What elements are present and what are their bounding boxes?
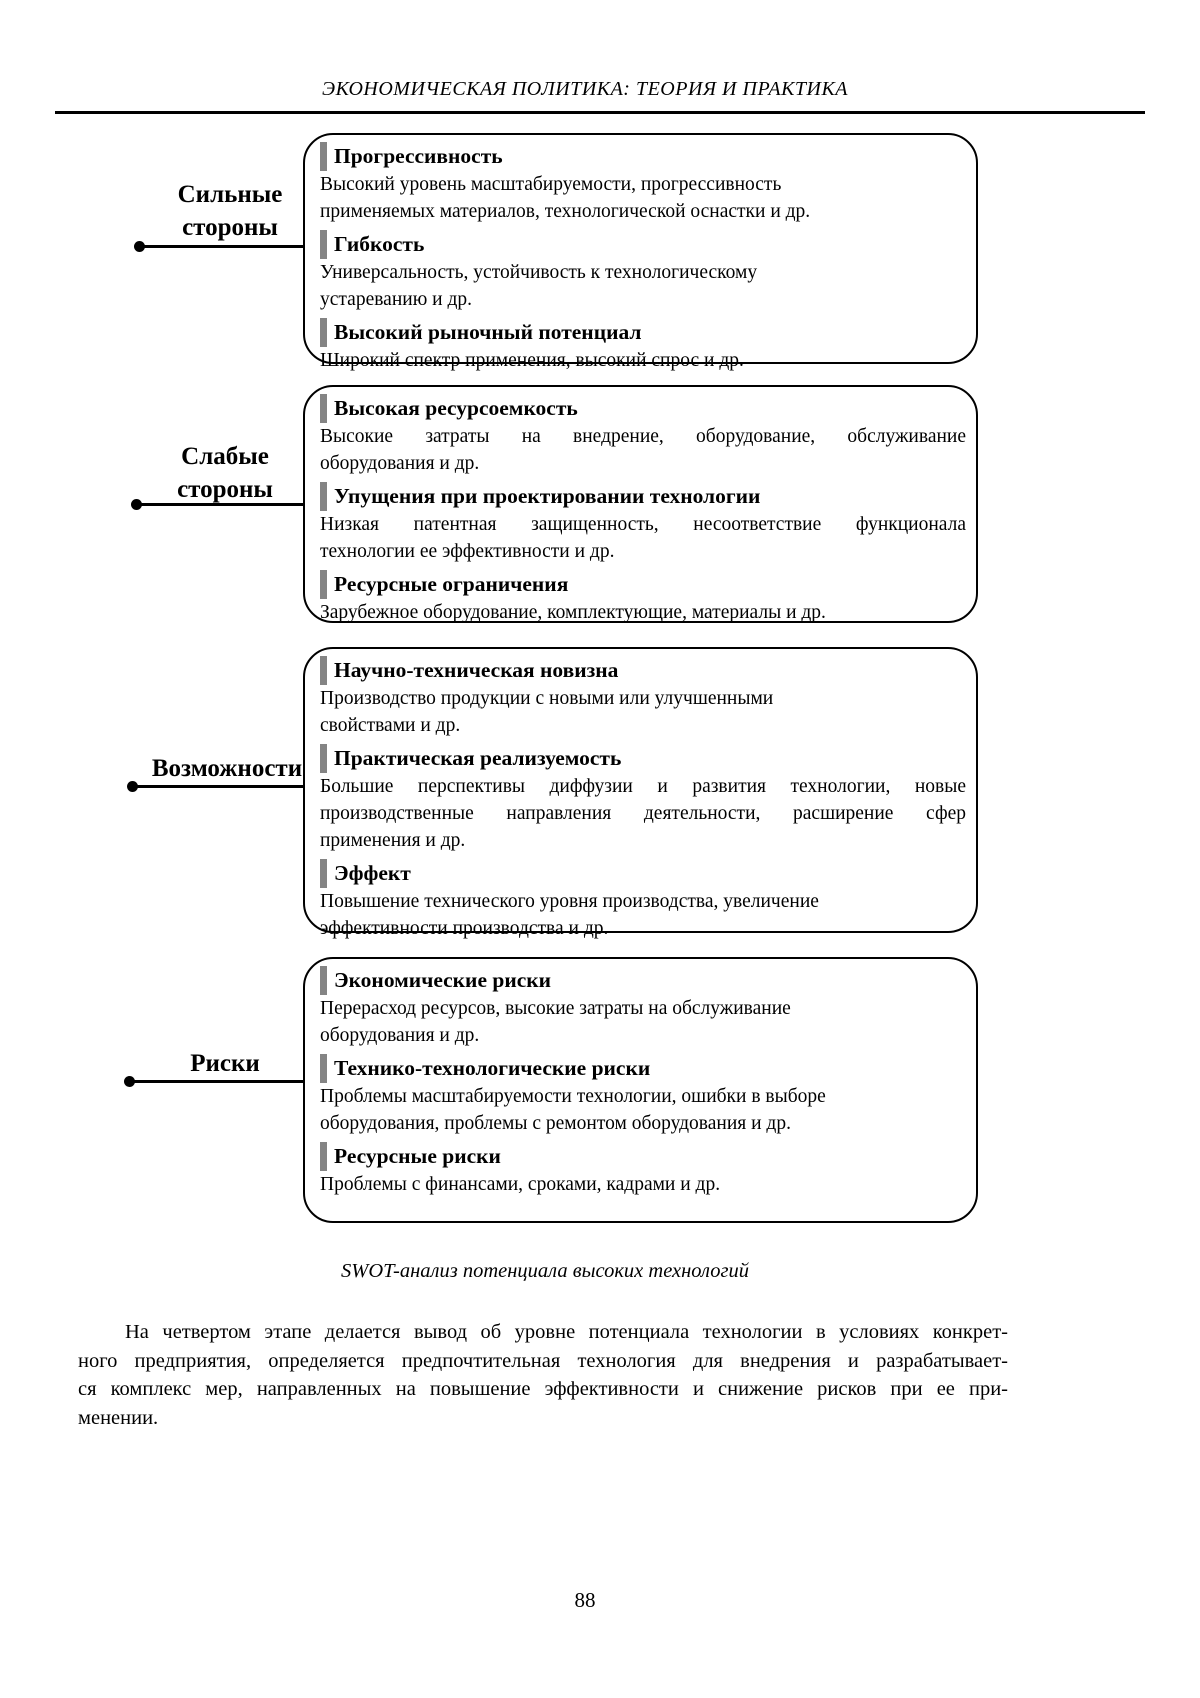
section-text-line: свойствами и др. (320, 715, 461, 736)
group-label-risks (115, 1047, 335, 1080)
section-marker-bar (320, 394, 327, 423)
diagram-section (320, 1142, 966, 1198)
diagram-section (320, 744, 966, 854)
section-title: Гибкость (334, 232, 425, 256)
section-marker-bar (320, 966, 327, 995)
section-text-line: Большие перспективы диффузии и развития технологии, новые (320, 776, 966, 797)
section-text-line: Проблемы масштабируемости технологии, ошибки в выборе (320, 1086, 826, 1107)
section-text-line: Перерасход ресурсов, высокие затраты на обслуживание (320, 998, 791, 1019)
section-text-line: применения и др. (320, 830, 466, 851)
section-marker-bar (320, 744, 327, 773)
section-marker-bar (320, 859, 327, 888)
section-text-line: Повышение технического уровня производства, увеличение (320, 891, 819, 912)
group-label-weaknesses (115, 440, 335, 506)
section-title: Ресурсные риски (334, 1144, 501, 1168)
header-rule (55, 111, 1145, 114)
section-title: Упущения при проектировании технологии (334, 484, 761, 508)
section-title: Прогрессивность (334, 144, 503, 168)
opportunities-box (303, 647, 978, 939)
body-paragraph (78, 1318, 1008, 1432)
page-number: 88 (574, 1588, 596, 1612)
paragraph-line: ного предприятия, определяется предпочтительная технология для внедрения и разрабатывает- (78, 1349, 1008, 1372)
section-text-line: Широкий спектр применения, высокий спрос и др. (320, 350, 744, 371)
paragraph-line: ся комплекс мер, направленных на повышение эффективности и снижение рисков при ее при- (78, 1378, 1008, 1400)
section-marker-bar (320, 482, 327, 511)
journal-header-title: ЭКОНОМИЧЕСКАЯ ПОЛИТИКА: ТЕОРИЯ И ПРАКТИКА (322, 78, 848, 100)
diagram-section (320, 570, 966, 626)
group-label-line: стороны (177, 476, 273, 503)
section-marker-bar (320, 656, 327, 685)
diagram-section (320, 230, 966, 313)
section-title: Практическая реализуемость (334, 746, 622, 770)
section-text-line: применяемых материалов, технологической оснастки и др. (320, 201, 811, 222)
section-text-line: оборудования и др. (320, 1025, 480, 1046)
section-title: Научно-техническая новизна (334, 658, 619, 682)
paragraph-line: менении. (78, 1406, 159, 1429)
paragraph-line: На четвертом этапе делается вывод об уровне потенциала технологии в условиях конкрет- (125, 1321, 1008, 1343)
figure-caption: SWOT-анализ потенциала высоких технологий (341, 1260, 749, 1282)
section-text-line: Высокий уровень масштабируемости, прогрессивность (320, 174, 782, 195)
risks-box (303, 957, 978, 1223)
diagram-section (320, 482, 966, 565)
section-marker-bar (320, 570, 327, 599)
section-title: Высокая ресурсоемкость (334, 396, 578, 420)
connector-dot (124, 1076, 135, 1087)
connector-line (137, 503, 305, 506)
connector-dot (131, 499, 142, 510)
group-label-line: Сильные (177, 181, 283, 208)
section-text-line: Производство продукции с новыми или улучшенными (320, 688, 774, 709)
group-label-line: Риски (190, 1050, 260, 1077)
connector-line (133, 785, 305, 788)
section-text-line: Проблемы с финансами, сроками, кадрами и др. (320, 1174, 721, 1195)
section-text-line: оборудования и др. (320, 453, 480, 474)
connector-dot (127, 781, 138, 792)
section-marker-bar (320, 1142, 327, 1171)
section-marker-bar (320, 1054, 327, 1083)
connector-line (130, 1080, 305, 1083)
group-label-line: стороны (182, 214, 278, 241)
diagram-section (320, 142, 966, 225)
section-title: Ресурсные ограничения (334, 572, 569, 596)
diagram-section (320, 1054, 966, 1137)
diagram-section (320, 859, 966, 942)
connector-line (140, 245, 305, 248)
section-title: Эффект (334, 861, 411, 885)
section-text-line: оборудования, проблемы с ремонтом оборудования и др. (320, 1113, 791, 1134)
diagram-section (320, 966, 966, 1049)
group-label-line: Возможности (151, 755, 303, 782)
diagram-section (320, 318, 966, 374)
section-marker-bar (320, 142, 327, 171)
strengths-box (303, 133, 978, 371)
section-text-line: Зарубежное оборудование, комплектующие, материалы и др. (320, 602, 826, 623)
section-text-line: Высокие затраты на внедрение, оборудование, обслуживание (320, 426, 966, 447)
section-title: Высокий рыночный потенциал (334, 320, 642, 344)
section-title: Технико-технологические риски (334, 1056, 651, 1080)
section-marker-bar (320, 318, 327, 347)
group-label-line: Слабые (181, 443, 269, 470)
diagram-section (320, 656, 966, 739)
connector-dot (134, 241, 145, 252)
section-title: Экономические риски (334, 968, 552, 992)
section-text-line: эффективности производства и др. (320, 918, 609, 939)
diagram-section (320, 394, 966, 477)
section-marker-bar (320, 230, 327, 259)
weaknesses-box (303, 385, 978, 623)
section-text-line: устареванию и др. (320, 289, 473, 310)
section-text-line: Универсальность, устойчивость к технологическому (320, 262, 758, 283)
section-text-line: производственные направления деятельности, расширение сфер (320, 803, 966, 824)
section-text-line: Низкая патентная защищенность, несоответствие функционала (320, 514, 966, 535)
section-text-line: технологии ее эффективности и др. (320, 541, 615, 562)
